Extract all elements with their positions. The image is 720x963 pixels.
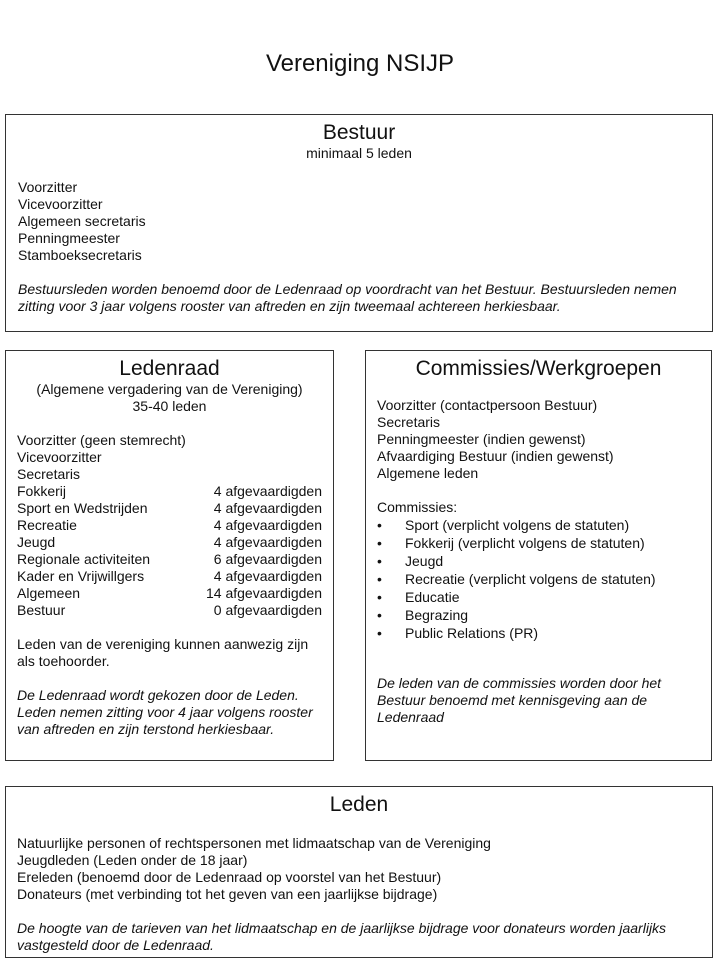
delegate-name: Kader en Vrijwillgers [17, 568, 145, 584]
commissie-name: Sport (verplicht volgens de statuten) [405, 517, 630, 533]
delegate-count: 4 afgevaardigden [213, 568, 322, 584]
commissies-list-label: Commissies: [377, 499, 458, 515]
commissie-name: Fokkerij (verplicht volgens de statuten) [405, 535, 645, 551]
delegate-name: Regionale activiteiten [17, 551, 151, 567]
bullet-icon: • [377, 553, 382, 569]
list-item [377, 534, 700, 552]
ledenraad-subtitle: (Algemene vergadering van de Vereniging) [36, 381, 303, 397]
leden-heading: Leden [329, 793, 389, 816]
bestuur-role: Stamboeksecretaris [18, 247, 142, 263]
leden-note: De hoogte van de tarieven van het lidmaatschap en de jaarlijkse bijdrage voor donateurs worden jaarlijks vastgesteld door de Ledenraad. [17, 920, 667, 953]
commissies-note: De leden van de commissies worden door het Bestuur benoemd met kennisgeving aan de Ledenraad [377, 675, 662, 725]
ledenraad-role: Secretaris [17, 466, 81, 482]
delegate-row [17, 602, 322, 619]
delegate-count: 4 afgevaardigden [213, 517, 322, 533]
bullet-icon: • [377, 517, 382, 533]
bestuur-heading: Bestuur [322, 121, 396, 144]
delegate-name: Recreatie [17, 517, 77, 533]
leden-box [5, 786, 713, 958]
commissies-role: Secretaris [377, 414, 441, 430]
leden-type: Jeugdleden (Leden onder de 18 jaar) [17, 852, 248, 868]
delegate-row [17, 568, 322, 585]
bestuur-role: Vicevoorzitter [18, 196, 103, 212]
bestuur-box [5, 114, 713, 332]
delegate-count: 4 afgevaardigden [213, 483, 322, 499]
commissies-roles [377, 397, 700, 482]
commissies-role: Penningmeester (indien gewenst) [377, 431, 586, 447]
delegate-row [17, 483, 322, 500]
delegate-name: Fokkerij [17, 483, 67, 499]
commissies-list [377, 516, 700, 642]
list-item [377, 624, 700, 642]
commissie-name: Jeugd [405, 553, 444, 569]
commissie-name: Begrazing [405, 607, 469, 623]
bestuur-note: Bestuursleden worden benoemd door de Ledenraad op voordracht van het Bestuur. Bestuursleden nemen zitting voor 3 jaar volgens rooster van aftreden en zijn tweemaal achtereen herkiesbaar. [18, 281, 677, 314]
bullet-icon: • [377, 625, 382, 641]
commissie-name: Recreatie (verplicht volgens de statuten) [405, 571, 656, 587]
bestuur-roles [18, 179, 700, 264]
commissie-name: Educatie [405, 589, 460, 605]
delegate-row [17, 500, 322, 517]
commissies-role: Voorzitter (contactpersoon Bestuur) [377, 397, 598, 413]
commissies-heading: Commissies/Werkgroepen [415, 357, 662, 380]
delegate-name: Bestuur [17, 602, 66, 618]
leden-type: Ereleden (benoemd door de Ledenraad op voorstel van het Bestuur) [17, 869, 442, 885]
list-item [377, 606, 700, 624]
delegate-count: 14 afgevaardigden [206, 585, 322, 601]
bullet-icon: • [377, 589, 382, 605]
commissies-role: Algemene leden [377, 465, 479, 481]
ledenraad-note: De Ledenraad wordt gekozen door de Leden. Leden nemen zitting voor 4 jaar volgens rooster van aftreden en zijn terstond herkiesbaar. [17, 687, 313, 737]
delegate-count: 4 afgevaardigden [213, 534, 322, 550]
ledenraad-listeners: Leden van de vereniging kunnen aanwezig zijn als toehoorder. [17, 636, 309, 669]
leden-type: Natuurlijke personen of rechtspersonen met lidmaatschap van de Vereniging [17, 835, 491, 851]
ledenraad-box [5, 350, 334, 761]
ledenraad-role: Voorzitter (geen stemrecht) [17, 432, 186, 448]
bullet-icon: • [377, 571, 382, 587]
delegate-row [17, 551, 322, 568]
ledenraad-size: 35-40 leden [132, 398, 207, 414]
bestuur-subtitle: minimaal 5 leden [306, 145, 412, 161]
list-item [377, 588, 700, 606]
list-item [377, 516, 700, 534]
ledenraad-heading: Ledenraad [119, 357, 220, 380]
bestuur-role: Voorzitter [18, 179, 78, 195]
delegate-row [17, 534, 322, 551]
bullet-icon: • [377, 607, 382, 623]
delegate-name: Sport en Wedstrijden [17, 500, 148, 516]
list-item [377, 570, 700, 588]
list-item [377, 552, 700, 570]
delegate-name: Algemeen [17, 585, 81, 601]
ledenraad-role: Vicevoorzitter [17, 449, 102, 465]
commissie-name: Public Relations (PR) [405, 625, 539, 641]
bestuur-role: Algemeen secretaris [18, 213, 146, 229]
delegate-count: 6 afgevaardigden [213, 551, 322, 567]
page-title: Vereniging NSIJP [265, 50, 455, 77]
delegate-row [17, 517, 322, 534]
delegate-count: 0 afgevaardigden [213, 602, 322, 618]
delegate-name: Jeugd [17, 534, 56, 550]
leden-types [17, 835, 701, 903]
ledenraad-roles [17, 432, 322, 483]
commissies-role: Afvaardiging Bestuur (indien gewenst) [377, 448, 614, 464]
delegates-list [17, 483, 322, 619]
bestuur-role: Penningmeester [18, 230, 120, 246]
bullet-icon: • [377, 535, 382, 551]
delegate-count: 4 afgevaardigden [213, 500, 322, 516]
commissies-box [365, 350, 712, 761]
leden-type: Donateurs (met verbinding tot het geven van een jaarlijkse bijdrage) [17, 886, 438, 902]
delegate-row [17, 585, 322, 602]
